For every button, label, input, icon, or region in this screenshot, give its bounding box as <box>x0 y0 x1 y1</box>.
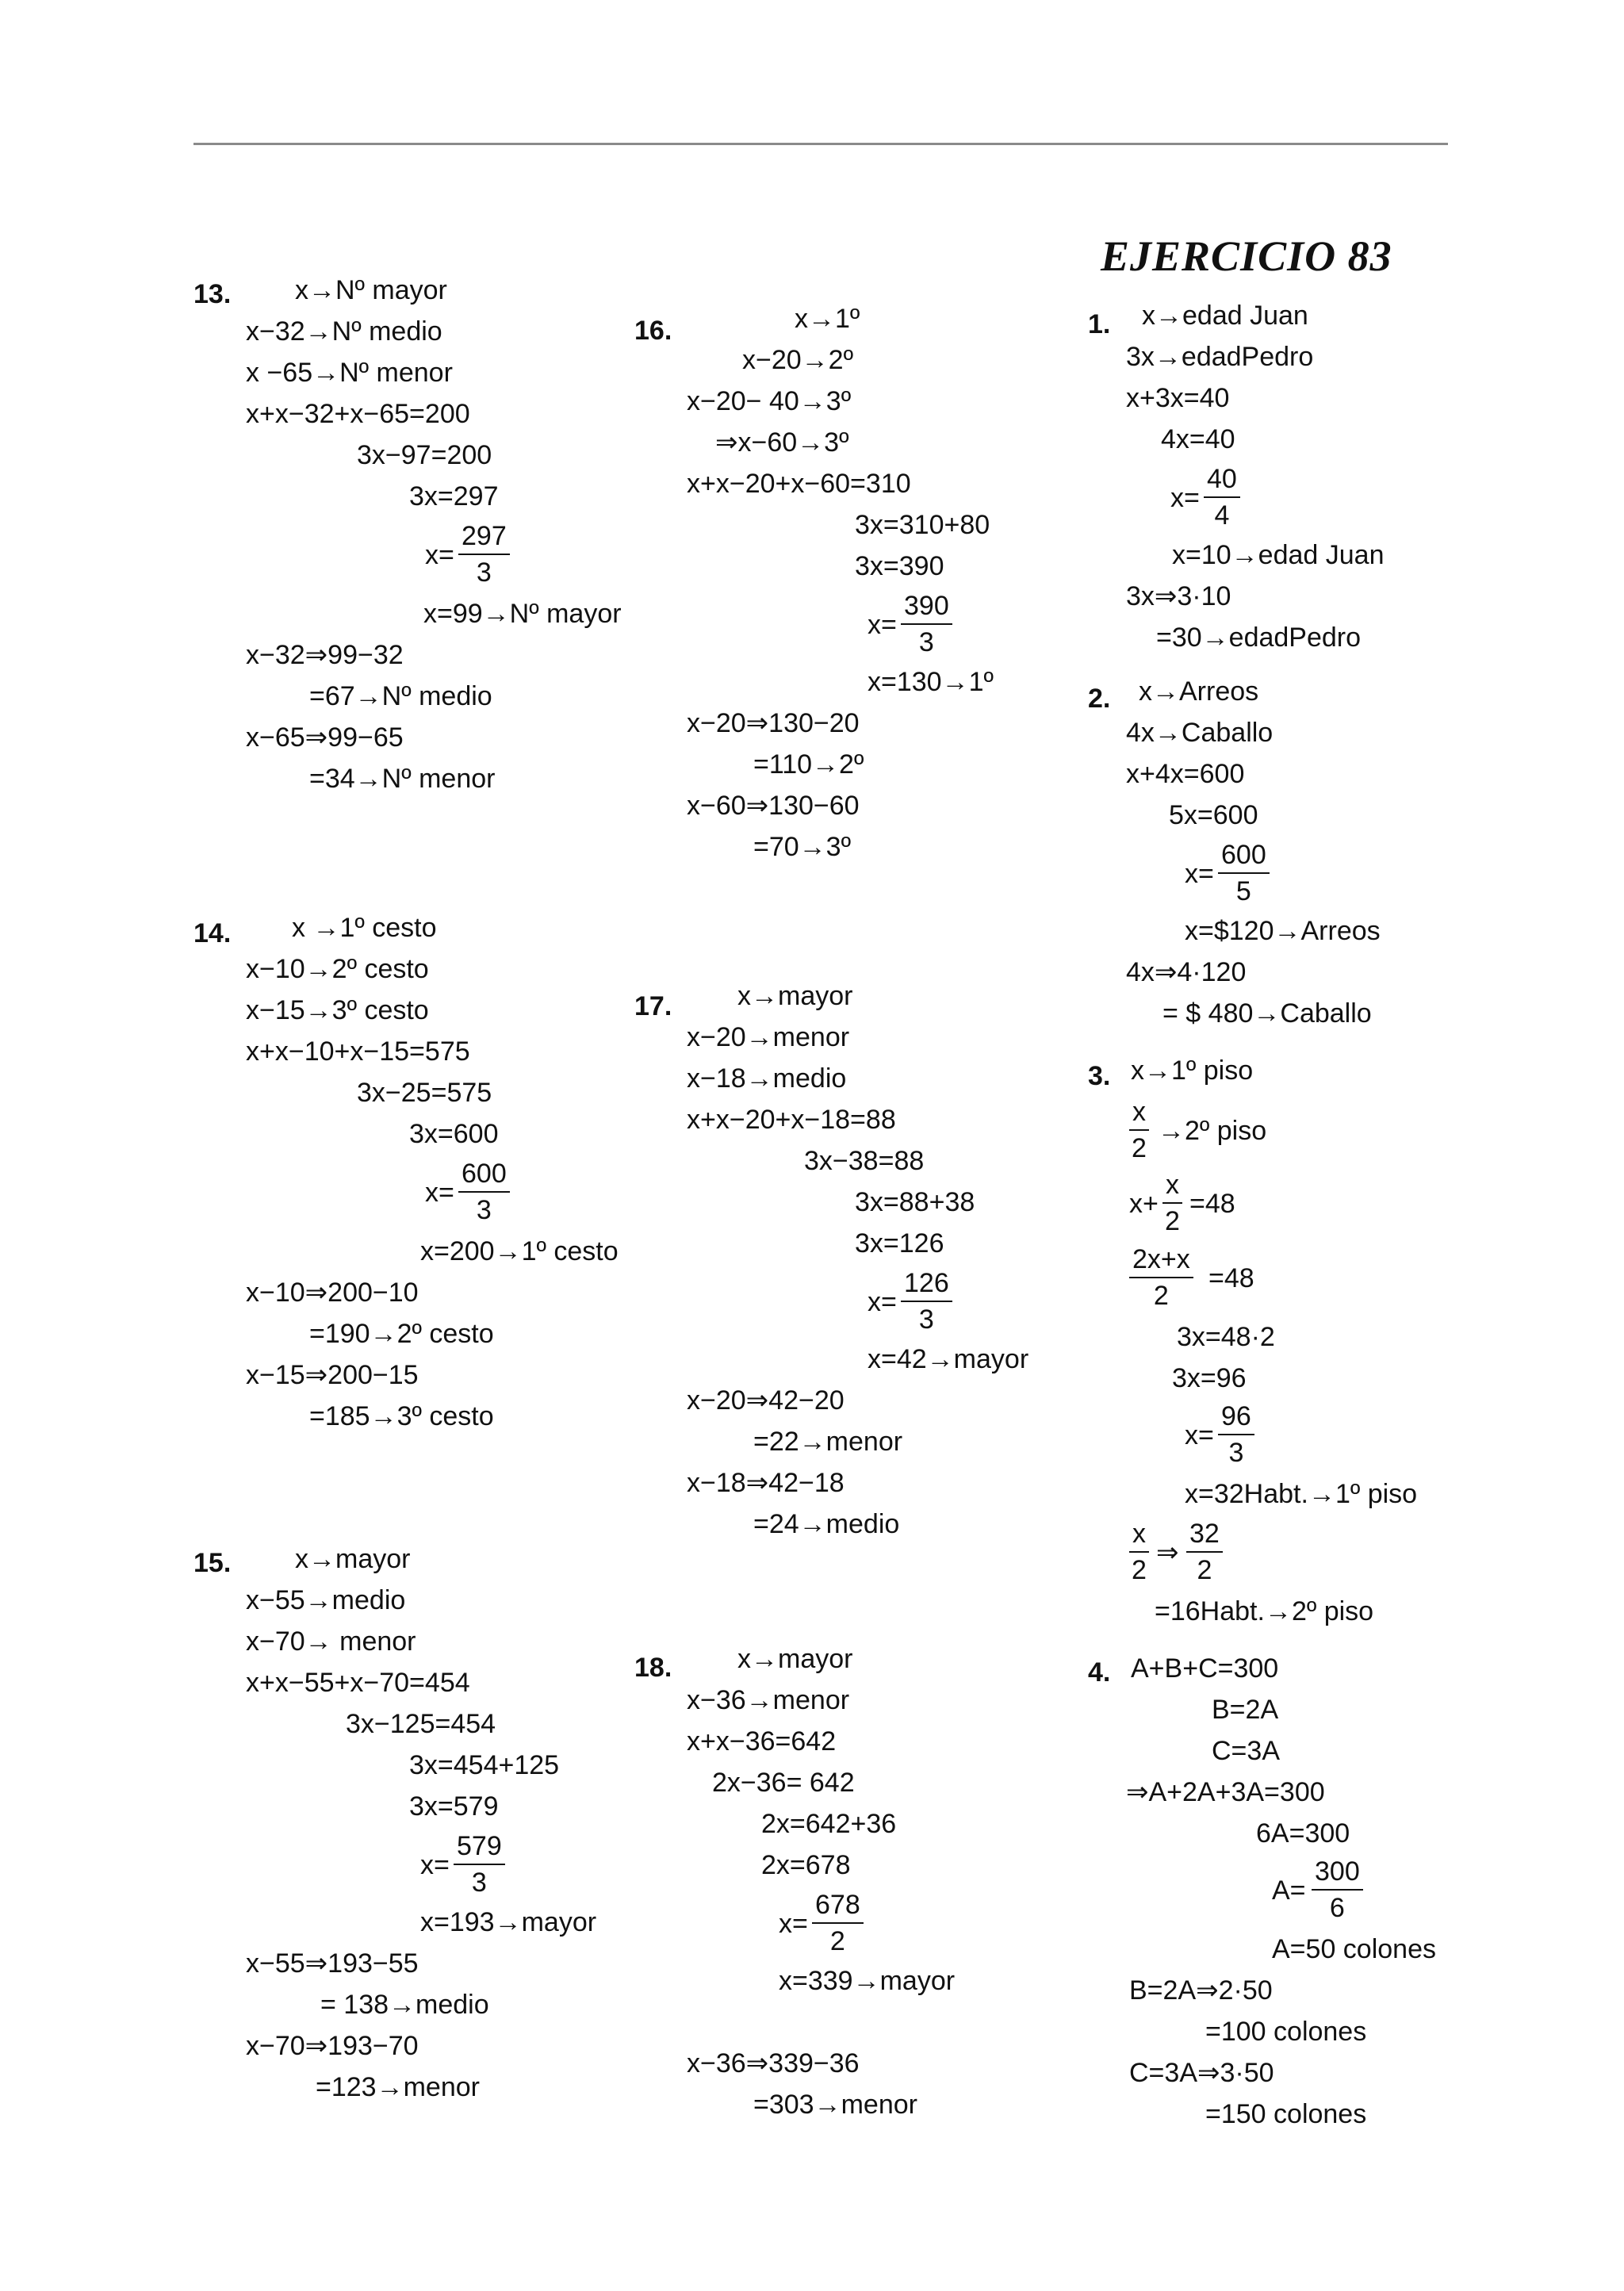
p15-line: x=193→mayor <box>420 1907 597 1937</box>
p15-line: x−55→medio <box>246 1585 406 1615</box>
e3-fraction: 96 3 <box>1218 1400 1254 1469</box>
e3-line: →2º piso <box>1158 1116 1267 1146</box>
p14-line: x+x−10+x−15=575 <box>246 1036 470 1067</box>
p14-line: 3x=600 <box>409 1119 499 1149</box>
e3-line: =16Habt.→2º piso <box>1155 1596 1374 1626</box>
e2-line: x+4x=600 <box>1126 759 1245 789</box>
page-title: EJERCICIO 83 <box>1101 232 1392 280</box>
p13-line: =34→Nº menor <box>309 764 496 794</box>
problem-17-number: 17. <box>634 991 672 1021</box>
p13-line: x→Nº mayor <box>295 275 447 305</box>
p14-line: x=200→1º cesto <box>420 1236 619 1266</box>
p18-fraction: 678 2 <box>812 1889 864 1957</box>
e3-fraction: x 2 <box>1162 1169 1182 1237</box>
e3-line: =48 <box>1208 1263 1254 1293</box>
p13-line: 3x=297 <box>409 481 499 511</box>
e2-line: 4x⇒4·120 <box>1126 957 1247 987</box>
p17-line: x−18→medio <box>687 1063 847 1094</box>
p17-fraction: 126 3 <box>901 1267 952 1335</box>
p16-line: 3x=390 <box>855 551 944 581</box>
p14-line: x →1º cesto <box>292 913 437 943</box>
p16-line: x→1º <box>795 304 860 334</box>
p15-fraction-prefix: x= <box>420 1850 450 1880</box>
p17-line: x+x−20+x−18=88 <box>687 1105 896 1135</box>
e1-fraction-prefix: x= <box>1170 483 1200 513</box>
p13-line: x−32→Nº medio <box>246 316 442 347</box>
p15-line: x→mayor <box>295 1544 411 1574</box>
p14-line: x−10⇒200−10 <box>246 1278 419 1308</box>
exercise-2-number: 2. <box>1088 684 1111 714</box>
exercise-4-number: 4. <box>1088 1657 1111 1688</box>
e1-line: x→edad Juan <box>1142 301 1308 331</box>
p13-line: x−65⇒99−65 <box>246 722 404 753</box>
e3-fraction: 2x+x 2 <box>1129 1243 1193 1312</box>
p18-line: 2x=678 <box>761 1850 851 1880</box>
e1-line: 3x→edadPedro <box>1126 342 1314 372</box>
p18-line: =303→menor <box>753 2090 917 2120</box>
e1-line: 4x=40 <box>1161 424 1235 454</box>
p15-line: =123→menor <box>316 2072 480 2102</box>
p18-line: x=339→mayor <box>779 1966 956 1996</box>
p15-line: 3x−125=454 <box>346 1709 496 1739</box>
e4-line: B=2A <box>1212 1695 1279 1725</box>
e4-line: =150 colones <box>1205 2099 1367 2129</box>
e2-line: 5x=600 <box>1169 800 1258 830</box>
p18-line: x−36⇒339−36 <box>687 2048 860 2078</box>
exercise-3-number: 3. <box>1088 1061 1111 1091</box>
p16-line: x−20⇒130−20 <box>687 708 860 738</box>
p17-line: 3x−38=88 <box>804 1146 925 1176</box>
e3-fraction: x 2 <box>1129 1096 1149 1164</box>
p17-line: 3x=126 <box>855 1228 944 1259</box>
e4-fraction: 300 6 <box>1312 1856 1363 1924</box>
exercise-1-number: 1. <box>1088 309 1111 339</box>
p16-fraction: 390 3 <box>901 590 952 658</box>
e2-line: = $ 480→Caballo <box>1162 998 1372 1029</box>
p13-fraction-prefix: x= <box>425 540 454 570</box>
p18-line: x+x−36=642 <box>687 1726 837 1757</box>
e1-line: x+3x=40 <box>1126 383 1230 413</box>
problem-16-number: 16. <box>634 316 672 346</box>
p16-line: x−20− 40→3º <box>687 386 852 416</box>
e4-fraction-prefix: A= <box>1272 1875 1306 1906</box>
p17-line: x−18⇒42−18 <box>687 1468 845 1498</box>
p16-fraction-prefix: x= <box>868 610 897 640</box>
p13-line: 3x−97=200 <box>357 440 492 470</box>
e4-line: =100 colones <box>1205 2017 1367 2047</box>
p17-line: =24→medio <box>753 1509 900 1539</box>
e2-fraction-prefix: x= <box>1185 859 1214 889</box>
e4-line: B=2A⇒2·50 <box>1129 1975 1273 2006</box>
p13-line: x+x−32+x−65=200 <box>246 399 470 429</box>
p14-line: 3x−25=575 <box>357 1078 492 1108</box>
p14-line: =185→3º cesto <box>309 1401 494 1431</box>
p18-line: 2x−36= 642 <box>712 1768 855 1798</box>
e3-line: 3x=48·2 <box>1177 1322 1275 1352</box>
p15-line: x+x−55+x−70=454 <box>246 1668 470 1698</box>
p15-line: x−55⇒193−55 <box>246 1948 419 1979</box>
p15-fraction: 579 3 <box>454 1830 505 1898</box>
e1-line: 3x⇒3·10 <box>1126 581 1231 611</box>
p17-line: 3x=88+38 <box>855 1187 975 1217</box>
e2-line: x=$120→Arreos <box>1185 916 1381 946</box>
e3-fraction: x 2 <box>1129 1518 1149 1586</box>
p16-line: x=130→1º <box>868 667 994 697</box>
p17-line: x=42→mayor <box>868 1344 1029 1374</box>
e2-fraction: 600 5 <box>1218 839 1270 907</box>
p13-line: =67→Nº medio <box>309 681 492 711</box>
p16-line: 3x=310+80 <box>855 510 990 540</box>
p15-line: = 138→medio <box>320 1990 489 2020</box>
p16-line: ⇒x−60→3º <box>715 427 849 458</box>
p14-fraction: 600 3 <box>458 1158 510 1226</box>
e1-line: x=10→edad Juan <box>1172 540 1385 570</box>
problem-13-number: 13. <box>193 279 232 309</box>
p14-line: x−15→3º cesto <box>246 995 429 1025</box>
p18-line: 2x=642+36 <box>761 1809 897 1839</box>
e3-line: =48 <box>1189 1189 1235 1219</box>
e4-line: 6A=300 <box>1256 1818 1350 1849</box>
p17-line: x−20→menor <box>687 1022 850 1052</box>
p13-fraction: 297 3 <box>458 520 510 588</box>
e1-fraction: 40 4 <box>1204 463 1240 531</box>
e3-line: x=32Habt.→1º piso <box>1185 1479 1418 1509</box>
p17-line: x−20⇒42−20 <box>687 1385 845 1416</box>
problem-15-number: 15. <box>193 1548 232 1578</box>
e4-line: C=3A⇒3·50 <box>1129 2058 1274 2088</box>
p18-fraction-prefix: x= <box>779 1909 808 1939</box>
p16-line: =70→3º <box>753 832 852 862</box>
e4-line: A=50 colones <box>1272 1934 1436 1964</box>
e2-line: 4x→Caballo <box>1126 718 1274 748</box>
p16-line: =110→2º <box>753 749 864 780</box>
p15-line: 3x=579 <box>409 1791 499 1822</box>
e3-fraction-prefix: x= <box>1185 1420 1214 1450</box>
e2-line: x→Arreos <box>1139 676 1259 707</box>
p14-fraction-prefix: x= <box>425 1178 454 1208</box>
e3-fraction: 32 2 <box>1186 1518 1223 1586</box>
p16-line: x+x−20+x−60=310 <box>687 469 911 499</box>
p14-line: =190→2º cesto <box>309 1319 494 1349</box>
p14-line: x−15⇒200−15 <box>246 1360 419 1390</box>
e4-line: ⇒A+2A+3A=300 <box>1126 1777 1325 1807</box>
p16-line: x−60⇒130−60 <box>687 791 860 821</box>
p13-line: x −65→Nº menor <box>246 358 453 388</box>
p17-line: x→mayor <box>737 981 853 1011</box>
p15-line: x−70→ menor <box>246 1626 416 1657</box>
problem-18-number: 18. <box>634 1653 672 1683</box>
p15-line: x−70⇒193−70 <box>246 2031 419 2061</box>
p16-line: x−20→2º <box>742 345 854 375</box>
p15-line: 3x=454+125 <box>409 1750 560 1780</box>
e4-line: A+B+C=300 <box>1131 1653 1279 1684</box>
e3-fraction-prefix: x+ <box>1129 1189 1159 1219</box>
e3-line: 3x=96 <box>1172 1363 1247 1393</box>
p13-line: x−32⇒99−32 <box>246 640 404 670</box>
p13-line: x=99→Nº mayor <box>423 599 622 629</box>
p14-line: x−10→2º cesto <box>246 954 429 984</box>
e3-line: ⇒ <box>1156 1538 1179 1568</box>
p18-line: x−36→menor <box>687 1685 850 1715</box>
e3-line: x→1º piso <box>1131 1055 1254 1086</box>
e4-line: C=3A <box>1212 1736 1280 1766</box>
e1-line: =30→edadPedro <box>1156 623 1362 653</box>
p17-fraction-prefix: x= <box>868 1287 897 1317</box>
header-rule <box>193 143 1448 145</box>
problem-14-number: 14. <box>193 918 232 948</box>
p18-line: x→mayor <box>737 1644 853 1674</box>
p17-line: =22→menor <box>753 1427 903 1457</box>
